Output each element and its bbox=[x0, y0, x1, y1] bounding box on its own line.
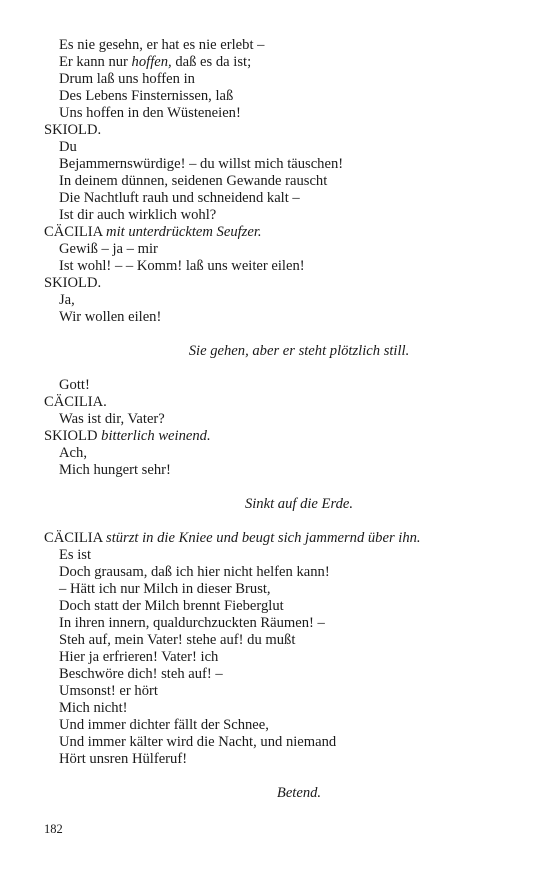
play-text bbox=[44, 37, 514, 802]
stage-direction-inline: mit unterdrücktem Seufzer. bbox=[106, 224, 262, 240]
verse-line: Des Lebens Finsternissen, laß bbox=[59, 88, 234, 104]
stage-direction-inline: bitterlich weinend. bbox=[101, 428, 211, 444]
verse-line: Hier ja erfrieren! Vater! ich bbox=[59, 649, 219, 665]
verse-text: Er kann nur bbox=[59, 54, 132, 70]
verse-line: Mich nicht! bbox=[59, 700, 128, 716]
blank-line bbox=[44, 326, 514, 343]
verse-line: Es nie gesehn, er hat es nie erlebt – bbox=[59, 37, 265, 53]
verse-line: Drum laß uns hoffen in bbox=[59, 71, 195, 87]
verse-line: Steh auf, mein Vater! stehe auf! du mußt bbox=[59, 632, 296, 648]
verse-line: Und immer kälter wird die Nacht, und niemand bbox=[59, 734, 337, 750]
page-number: 182 bbox=[44, 822, 63, 836]
verse-line: Mich hungert sehr! bbox=[59, 462, 171, 478]
speaker-heading bbox=[44, 428, 514, 445]
stage-direction: Betend. bbox=[276, 785, 322, 801]
speaker-heading bbox=[44, 224, 514, 241]
speaker-name: SKIOLD. bbox=[44, 275, 102, 291]
verse-line: Bejammernswürdige! – du willst mich täuschen! bbox=[59, 156, 344, 172]
verse-line: – Hätt ich nur Milch in dieser Brust, bbox=[59, 581, 271, 597]
speaker-heading bbox=[44, 530, 514, 547]
blank-line bbox=[44, 513, 514, 530]
blank-line bbox=[44, 479, 514, 496]
verse-line: In deinem dünnen, seidenen Gewande rauscht bbox=[59, 173, 328, 189]
stage-direction: Sie gehen, aber er steht plötzlich still. bbox=[188, 343, 410, 359]
verse-line: Uns hoffen in den Wüsteneien! bbox=[59, 105, 241, 121]
verse-line bbox=[44, 54, 514, 71]
verse-line: Gott! bbox=[59, 377, 90, 393]
verse-line: Du bbox=[59, 139, 77, 155]
stage-direction: Sinkt auf die Erde. bbox=[244, 496, 354, 512]
stage-direction-inline: stürzt in die Kniee und beugt sich jammernd über ihn. bbox=[106, 530, 421, 546]
speaker-name: SKIOLD. bbox=[44, 122, 102, 138]
verse-line: Die Nachtluft rauh und schneidend kalt – bbox=[59, 190, 300, 206]
speaker-name: CÄCILIA bbox=[44, 224, 103, 240]
verse-line: Ach, bbox=[59, 445, 87, 461]
verse-line: Und immer dichter fällt der Schnee, bbox=[59, 717, 269, 733]
verse-line: Was ist dir, Vater? bbox=[59, 411, 165, 427]
verse-line: Beschwöre dich! steh auf! – bbox=[59, 666, 223, 682]
verse-line: Hört unsren Hülferuf! bbox=[59, 751, 188, 767]
emphasis-text: hoffen, bbox=[131, 54, 172, 70]
blank-line bbox=[44, 768, 514, 785]
verse-line: Doch grausam, daß ich hier nicht helfen kann! bbox=[59, 564, 330, 580]
speaker-name: CÄCILIA. bbox=[44, 394, 107, 410]
verse-line: Doch statt der Milch brennt Fieberglut bbox=[59, 598, 284, 614]
verse-line: Gewiß – ja – mir bbox=[59, 241, 158, 257]
verse-line: Ist wohl! – – Komm! laß uns weiter eilen! bbox=[59, 258, 305, 274]
verse-line: Ist dir auch wirklich wohl? bbox=[59, 207, 217, 223]
verse-line: Umsonst! er hört bbox=[59, 683, 158, 699]
verse-line: Wir wollen eilen! bbox=[59, 309, 162, 325]
verse-line: Ja, bbox=[59, 292, 75, 308]
speaker-name: SKIOLD bbox=[44, 428, 98, 444]
verse-line: In ihren innern, qualdurchzuckten Räumen! – bbox=[59, 615, 325, 631]
blank-line bbox=[44, 360, 514, 377]
verse-text: daß es da ist; bbox=[171, 54, 252, 70]
speaker-name: CÄCILIA bbox=[44, 530, 103, 546]
verse-line: Es ist bbox=[59, 547, 92, 563]
